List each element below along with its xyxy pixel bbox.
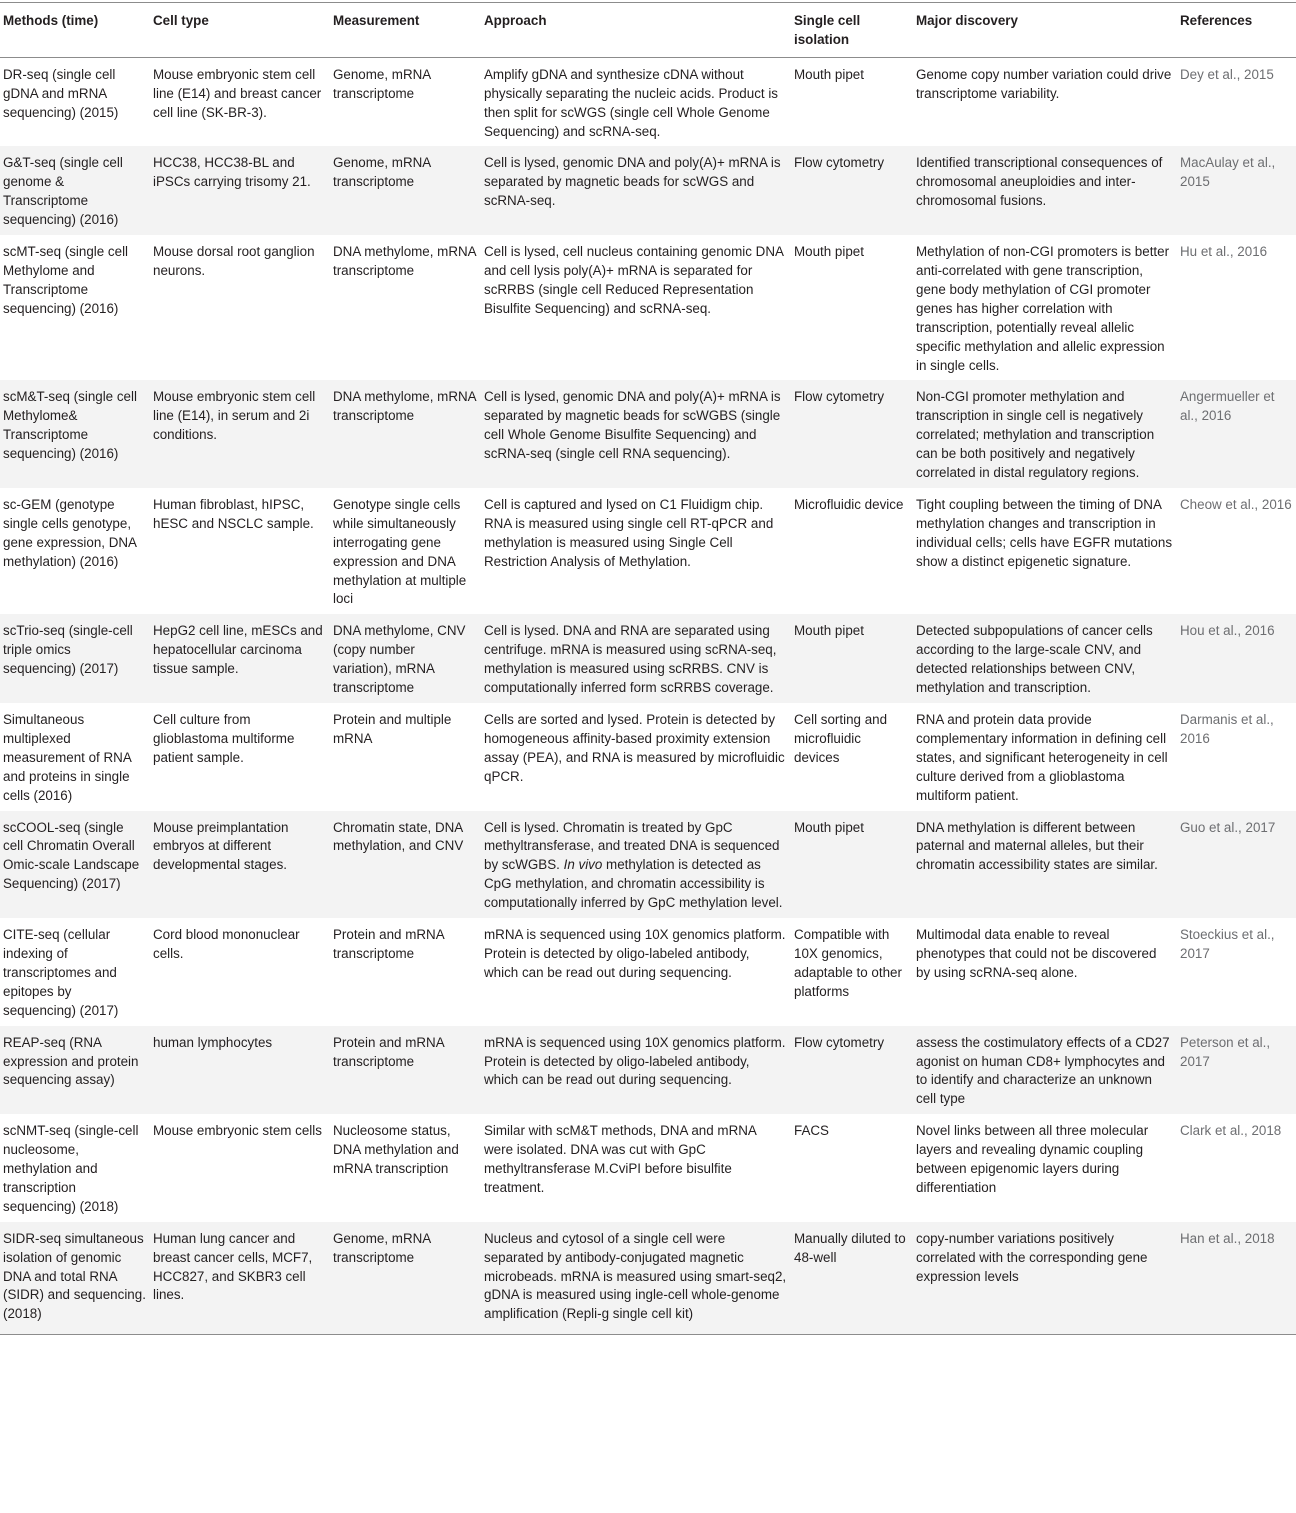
table-header (0, 3, 1296, 58)
isolation-cell: Mouth pipet (791, 614, 913, 703)
measurement-cell: Genome, mRNA transcriptome (330, 1222, 481, 1335)
cell-type-cell: Mouse embryonic stem cells (153, 1123, 322, 1139)
method-cell: scMT-seq (single cell Methylome and Transcriptome sequencing) (2016) (3, 244, 129, 316)
approach-cell: mRNA is sequenced using 10X genomics platform. Protein is detected by oligo-labeled antibody, which can be read out during sequencing. (484, 927, 786, 980)
table-row (0, 1222, 1296, 1335)
reference-cell: Han et al., 2018 (1177, 1222, 1296, 1335)
table-row (0, 1026, 1296, 1115)
cell-type-cell: human lymphocytes (150, 1026, 330, 1115)
measurement-cell: Genome, mRNA transcriptome (330, 146, 481, 235)
header-discovery: Major discovery (913, 3, 1177, 58)
approach-text-start: Cell is lysed. Chromatin is treated by GpC methyltransferase, and treated DNA is sequenced by scWGBS. (484, 819, 780, 873)
measurement-cell: Protein and mRNA transcriptome (333, 927, 444, 961)
isolation-cell: Mouth pipet (794, 66, 864, 82)
measurement-cell: Nucleosome status, DNA methylation and mRNA transcription (333, 1123, 459, 1177)
isolation-cell: Flow cytometry (791, 380, 913, 488)
discovery-cell: Multimodal data enable to reveal phenotypes that could not be discovered by using scRNA-seq alone. (916, 927, 1157, 980)
header-references: References (1177, 3, 1296, 58)
table-row (0, 918, 1296, 1026)
method-cell: scTrio-seq (single-cell triple omics sequencing) (2017) (0, 614, 150, 703)
cell-type-cell: Human lung cancer and breast cancer cells, MCF7, HCC827, and SKBR3 cell lines. (150, 1222, 330, 1335)
measurement-cell: Genome, mRNA transcriptome (333, 66, 431, 101)
isolation-cell: Flow cytometry (791, 1026, 913, 1115)
approach-cell: Amplify gDNA and synthesize cDNA without physically separating the nucleic acids. Product is then split for scWGS (single cell Whole Genome Sequencing) and scRNA-seq. (484, 66, 778, 139)
method-cell: G&T-seq (single cell genome & Transcriptome sequencing) (2016) (0, 146, 150, 235)
header-cell-type: Cell type (150, 3, 330, 58)
table-row (0, 811, 1296, 919)
approach-cell: Similar with scM&T methods, DNA and mRNA were isolated. DNA was cut with GpC methyltransferase M.CviPI before bisulfite treatment. (484, 1123, 757, 1195)
discovery-cell: Genome copy number variation could drive transcriptome variability. (916, 66, 1172, 101)
table-row (0, 1114, 1296, 1222)
discovery-cell: Novel links between all three molecular layers and revealing dynamic coupling between epigenomic layers during differentiation (916, 1123, 1149, 1195)
reference-cell: Dey et al., 2015 (1180, 66, 1274, 82)
cell-type-cell: Human fibroblast, hIPSC, hESC and NSCLC sample. (153, 496, 314, 531)
reference-cell: MacAulay et al., 2015 (1177, 146, 1296, 235)
cell-type-cell: HCC38, HCC38-BL and iPSCs carrying trisomy 21. (150, 146, 330, 235)
table-body (0, 57, 1296, 1334)
cell-type-cell: Cell culture from glioblastoma multiforme patient sample. (153, 712, 295, 765)
cell-type-cell: Mouse embryonic stem cell line (E14) and breast cancer cell line (SK-BR-3). (153, 66, 322, 120)
cell-type-cell: Mouse preimplantation embryos at different developmental stages. (150, 811, 330, 919)
isolation-cell: Cell sorting and microfluidic devices (794, 712, 888, 765)
methods-table (0, 2, 1296, 1335)
method-cell: REAP-seq (RNA expression and protein sequencing assay) (0, 1026, 150, 1115)
table-row (0, 703, 1296, 811)
reference-cell: Peterson et al., 2017 (1177, 1026, 1296, 1115)
header-measurement: Measurement (330, 3, 481, 58)
table-row (0, 57, 1296, 146)
approach-cell: Cells are sorted and lysed. Protein is detected by homogeneous affinity-based proximity extension assay (PEA), and RNA is measured by microfluidic qPCR. (484, 712, 785, 784)
reference-cell: Hou et al., 2016 (1177, 614, 1296, 703)
approach-cell: mRNA is sequenced using 10X genomics platform. Protein is detected by oligo-labeled antibody, which can be read out during sequencing. (481, 1026, 791, 1115)
approach-cell: Cell is lysed, cell nucleus containing genomic DNA and cell lysis poly(A)+ mRNA is separated for scRRBS (single cell Reduced Representation Bisulfite Sequencing) and scRNA-seq. (484, 244, 784, 316)
methods-table-container (0, 2, 1296, 1335)
method-cell: DR-seq (single cell gDNA and mRNA sequencing) (2015) (3, 66, 119, 120)
discovery-cell: Identified transcriptional consequences of chromosomal aneuploidies and inter-chromosomal fusions. (913, 146, 1177, 235)
reference-cell: Clark et al., 2018 (1180, 1123, 1282, 1139)
approach-cell: Cell is lysed, genomic DNA and poly(A)+ mRNA is separated by magnetic beads for scWGBS (single cell Whole Genome Bisulfite Sequencing) and scRNA-seq (single cell RNA sequencing). (481, 380, 791, 488)
measurement-cell: DNA methylome, CNV (copy number variation), mRNA transcriptome (330, 614, 481, 703)
method-cell: CITE-seq (cellular indexing of transcriptomes and epitopes by sequencing) (2017) (3, 927, 119, 1018)
approach-text-end: methylation is detected as CpG methylation, and chromatin accessibility is computationally inferred by GpC methylation level. (484, 857, 783, 911)
discovery-cell: copy-number variations positively correlated with the corresponding gene expression levels (913, 1222, 1177, 1335)
cell-type-cell: HepG2 cell line, mESCs and hepatocellular carcinoma tissue sample. (150, 614, 330, 703)
discovery-cell: Non-CGI promoter methylation and transcription in single cell is negatively correlated; methylation and transcription can be both positively and negatively correlated in distal regulatory regions. (913, 380, 1177, 488)
reference-cell: Cheow et al., 2016 (1180, 496, 1292, 512)
reference-cell: Darmanis et al., 2016 (1180, 712, 1274, 746)
discovery-cell: RNA and protein data provide complementary information in defining cell states, and significant heterogeneity in cell culture derived from a glioblastoma multiform patient. (916, 712, 1168, 803)
isolation-cell: Flow cytometry (791, 146, 913, 235)
isolation-cell: Microfluidic device (794, 496, 904, 512)
reference-cell: Guo et al., 2017 (1177, 811, 1296, 919)
measurement-cell: DNA methylome, mRNA transcriptome (330, 380, 481, 488)
table-row (0, 380, 1296, 488)
reference-cell: Stoeckius et al., 2017 (1180, 927, 1275, 961)
discovery-cell: Tight coupling between the timing of DNA methylation changes and transcription in individual cells; cells have EGFR mutations show a distinct epigenetic signature. (916, 496, 1173, 569)
approach-cell: Cell is lysed, genomic DNA and poly(A)+ mRNA is separated by magnetic beads for scWGS and scRNA-seq. (481, 146, 791, 235)
discovery-cell: assess the costimulatory effects of a CD27 agonist on human CD8+ lymphocytes and to identify and characterize an unknown cell type (913, 1026, 1177, 1115)
isolation-cell: Mouth pipet (791, 811, 913, 919)
table-row (0, 488, 1296, 614)
approach-cell: Nucleus and cytosol of a single cell were separated by antibody-conjugated magnetic microbeads. mRNA is measured using smart-seq2, gDNA is measured using ingle-cell whole-genome amplification (Repli-g single cell kit) (481, 1222, 791, 1335)
isolation-cell: FACS (794, 1123, 829, 1139)
method-cell: scNMT-seq (single-cell nucleosome, methylation and transcription sequencing) (2018) (3, 1123, 139, 1214)
table-row (0, 614, 1296, 703)
approach-cell: Cell is lysed. DNA and RNA are separated using centrifuge. mRNA is measured using scRNA-seq, methylation is measured using scRRBS. CNV is computationally inferred form scRRBS coverage. (481, 614, 791, 703)
measurement-cell: DNA methylome, mRNA transcriptome (333, 244, 476, 278)
discovery-cell: Methylation of non-CGI promoters is better anti-correlated with gene transcription, gene body methylation of CGI promoter genes has higher correlation with transcription, potentially reveal allelic specific methylation and allelic expression in single cells. (916, 244, 1170, 373)
approach-italic-term: In vivo (563, 857, 603, 873)
header-row (0, 3, 1296, 58)
method-cell: scCOOL-seq (single cell Chromatin Overall Omic-scale Landscape Sequencing) (2017) (0, 811, 150, 919)
isolation-cell: Manually diluted to 48-well (791, 1222, 913, 1335)
cell-type-cell: Cord blood mononuclear cells. (153, 927, 300, 961)
method-cell: scM&T-seq (single cell Methylome& Transcriptome sequencing) (2016) (0, 380, 150, 488)
cell-type-cell: Mouse embryonic stem cell line (E14), in serum and 2i conditions. (150, 380, 330, 488)
header-approach: Approach (481, 3, 791, 58)
measurement-cell: Genotype single cells while simultaneously interrogating gene expression and DNA methylation at multiple loci (333, 496, 467, 607)
table-row (0, 146, 1296, 235)
reference-cell: Angermueller et al., 2016 (1177, 380, 1296, 488)
discovery-cell: DNA methylation is different between paternal and maternal alleles, but their chromatin accessibility states are similar. (913, 811, 1177, 919)
method-cell: SIDR-seq simultaneous isolation of genomic DNA and total RNA (SIDR) and sequencing. (2018) (0, 1222, 150, 1335)
measurement-cell: Chromatin state, DNA methylation, and CNV (330, 811, 481, 919)
isolation-cell: Compatible with 10X genomics, adaptable to other platforms (794, 927, 902, 999)
approach-cell (481, 811, 791, 919)
cell-type-cell: Mouse dorsal root ganglion neurons. (153, 244, 315, 278)
measurement-cell: Protein and multiple mRNA (333, 712, 452, 746)
header-methods: Methods (time) (0, 3, 150, 58)
approach-cell: Cell is captured and lysed on C1 Fluidigm chip. RNA is measured using single cell RT-qPCR and methylation is measured using Single Cell Restriction Analysis of Methylation. (484, 496, 774, 569)
isolation-cell: Mouth pipet (794, 244, 864, 260)
discovery-cell: Detected subpopulations of cancer cells according to the large-scale CNV, and detected relationships between CNV, methylation and transcription. (913, 614, 1177, 703)
reference-cell: Hu et al., 2016 (1180, 244, 1268, 260)
header-isolation: Single cell isolation (791, 3, 913, 58)
measurement-cell: Protein and mRNA transcriptome (330, 1026, 481, 1115)
table-row (0, 235, 1296, 380)
method-cell: Simultaneous multiplexed measurement of RNA and proteins in single cells (2016) (3, 712, 132, 803)
method-cell: sc-GEM (genotype single cells genotype, gene expression, DNA methylation) (2016) (3, 496, 137, 569)
